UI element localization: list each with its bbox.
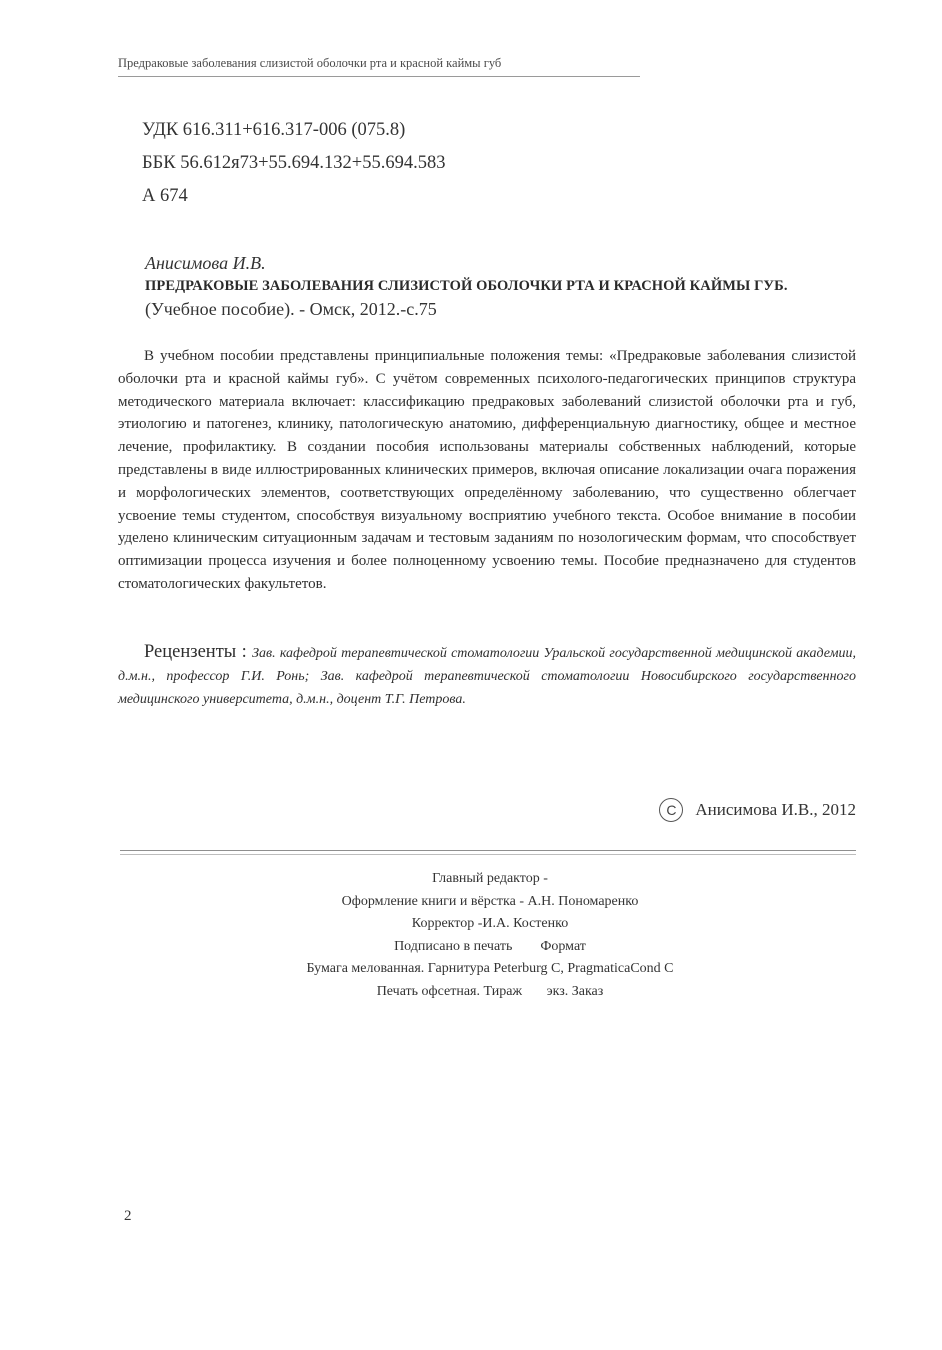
imprint-line: Главный редактор -: [432, 871, 548, 886]
imprint-line: Бумага мелованная. Гарнитура Peterburg C, PragmaticaCond C: [306, 961, 674, 977]
imprint-line: Оформление книги и вёрстка - А.Н. Пономаренко: [341, 893, 639, 909]
bibliographic-codes: [142, 114, 445, 213]
divider-line-secondary: [120, 854, 856, 855]
book-title: ПРЕДРАКОВЫЕ ЗАБОЛЕВАНИЯ СЛИЗИСТОЙ ОБОЛОЧКИ РТА И КРАСНОЙ КАЙМЫ ГУБ.: [145, 278, 788, 294]
bbk-code: ББК 56.612я73+55.694.132+55.694.583: [142, 153, 446, 173]
imprint-line: Корректор -И.А. Костенко: [411, 916, 569, 932]
author-name: Анисимова И.В.: [145, 253, 266, 273]
imprint-line: Подписано в печать Формат: [394, 938, 586, 954]
book-subtitle: (Учебное пособие). - Омск, 2012.-с.75: [145, 299, 437, 319]
copyright-icon: C: [659, 798, 683, 822]
divider-line: [120, 850, 856, 851]
udk-code: УДК 616.311+616.317-006 (075.8): [142, 120, 406, 140]
page-number: 2: [124, 1208, 132, 1224]
imprint-block: [120, 868, 860, 1004]
reviewers-label: Рецензенты :: [144, 642, 253, 662]
copyright-text: Анисимова И.В., 2012: [695, 800, 856, 819]
reviewers-paragraph: [118, 641, 856, 711]
author-code: А 674: [142, 186, 188, 206]
reviewers-text: Зав. кафедрой терапевтической стоматологии Уральской государственной медицинской академии, д.м.н., профессор Г.И. Ронь; Зав. кафедрой терапевтической стоматологии Новосибирского государственного медицинского университета, д.м.н., доцент Т.Г. Петрова.: [118, 646, 857, 707]
running-header: Предраковые заболевания слизистой оболочки рта и красной каймы губ: [118, 56, 640, 77]
copyright-line: [659, 798, 856, 822]
abstract-paragraph: В учебном пособии представлены принципиальные положения темы: «Предраковые заболевания слизистой оболочки рта и красной каймы губ». С учётом современных психолого-педагогических принципов структура методического материала включает: классификацию предраковых заболеваний слизистой оболочки рта и губ, этиологию и патогенез, клинику, патологическую анатомию, дифференциальную диагностику, общее и местное лечение, профилактику. В создании пособия использованы материалы собственных наблюдений, которые представлены в виде иллюстрированных клинических примеров, включая описание локализации очага поражения и морфологических элементов, соответствующих определённому заболеванию, что существенно облегчает усвоение темы студентом, способствуя визуальному восприятию учебного текста. Особое внимание в пособии уделено клиническим ситуационным задачам и тестовым заданиям по нозологическим формам, что способствует оптимизации процесса изучения и более полноценному усвоению темы. Пособие предназначено для студентов стоматологических факультетов.: [118, 348, 856, 592]
imprint-line: Печать офсетная. Тираж экз. Заказ: [376, 983, 604, 999]
